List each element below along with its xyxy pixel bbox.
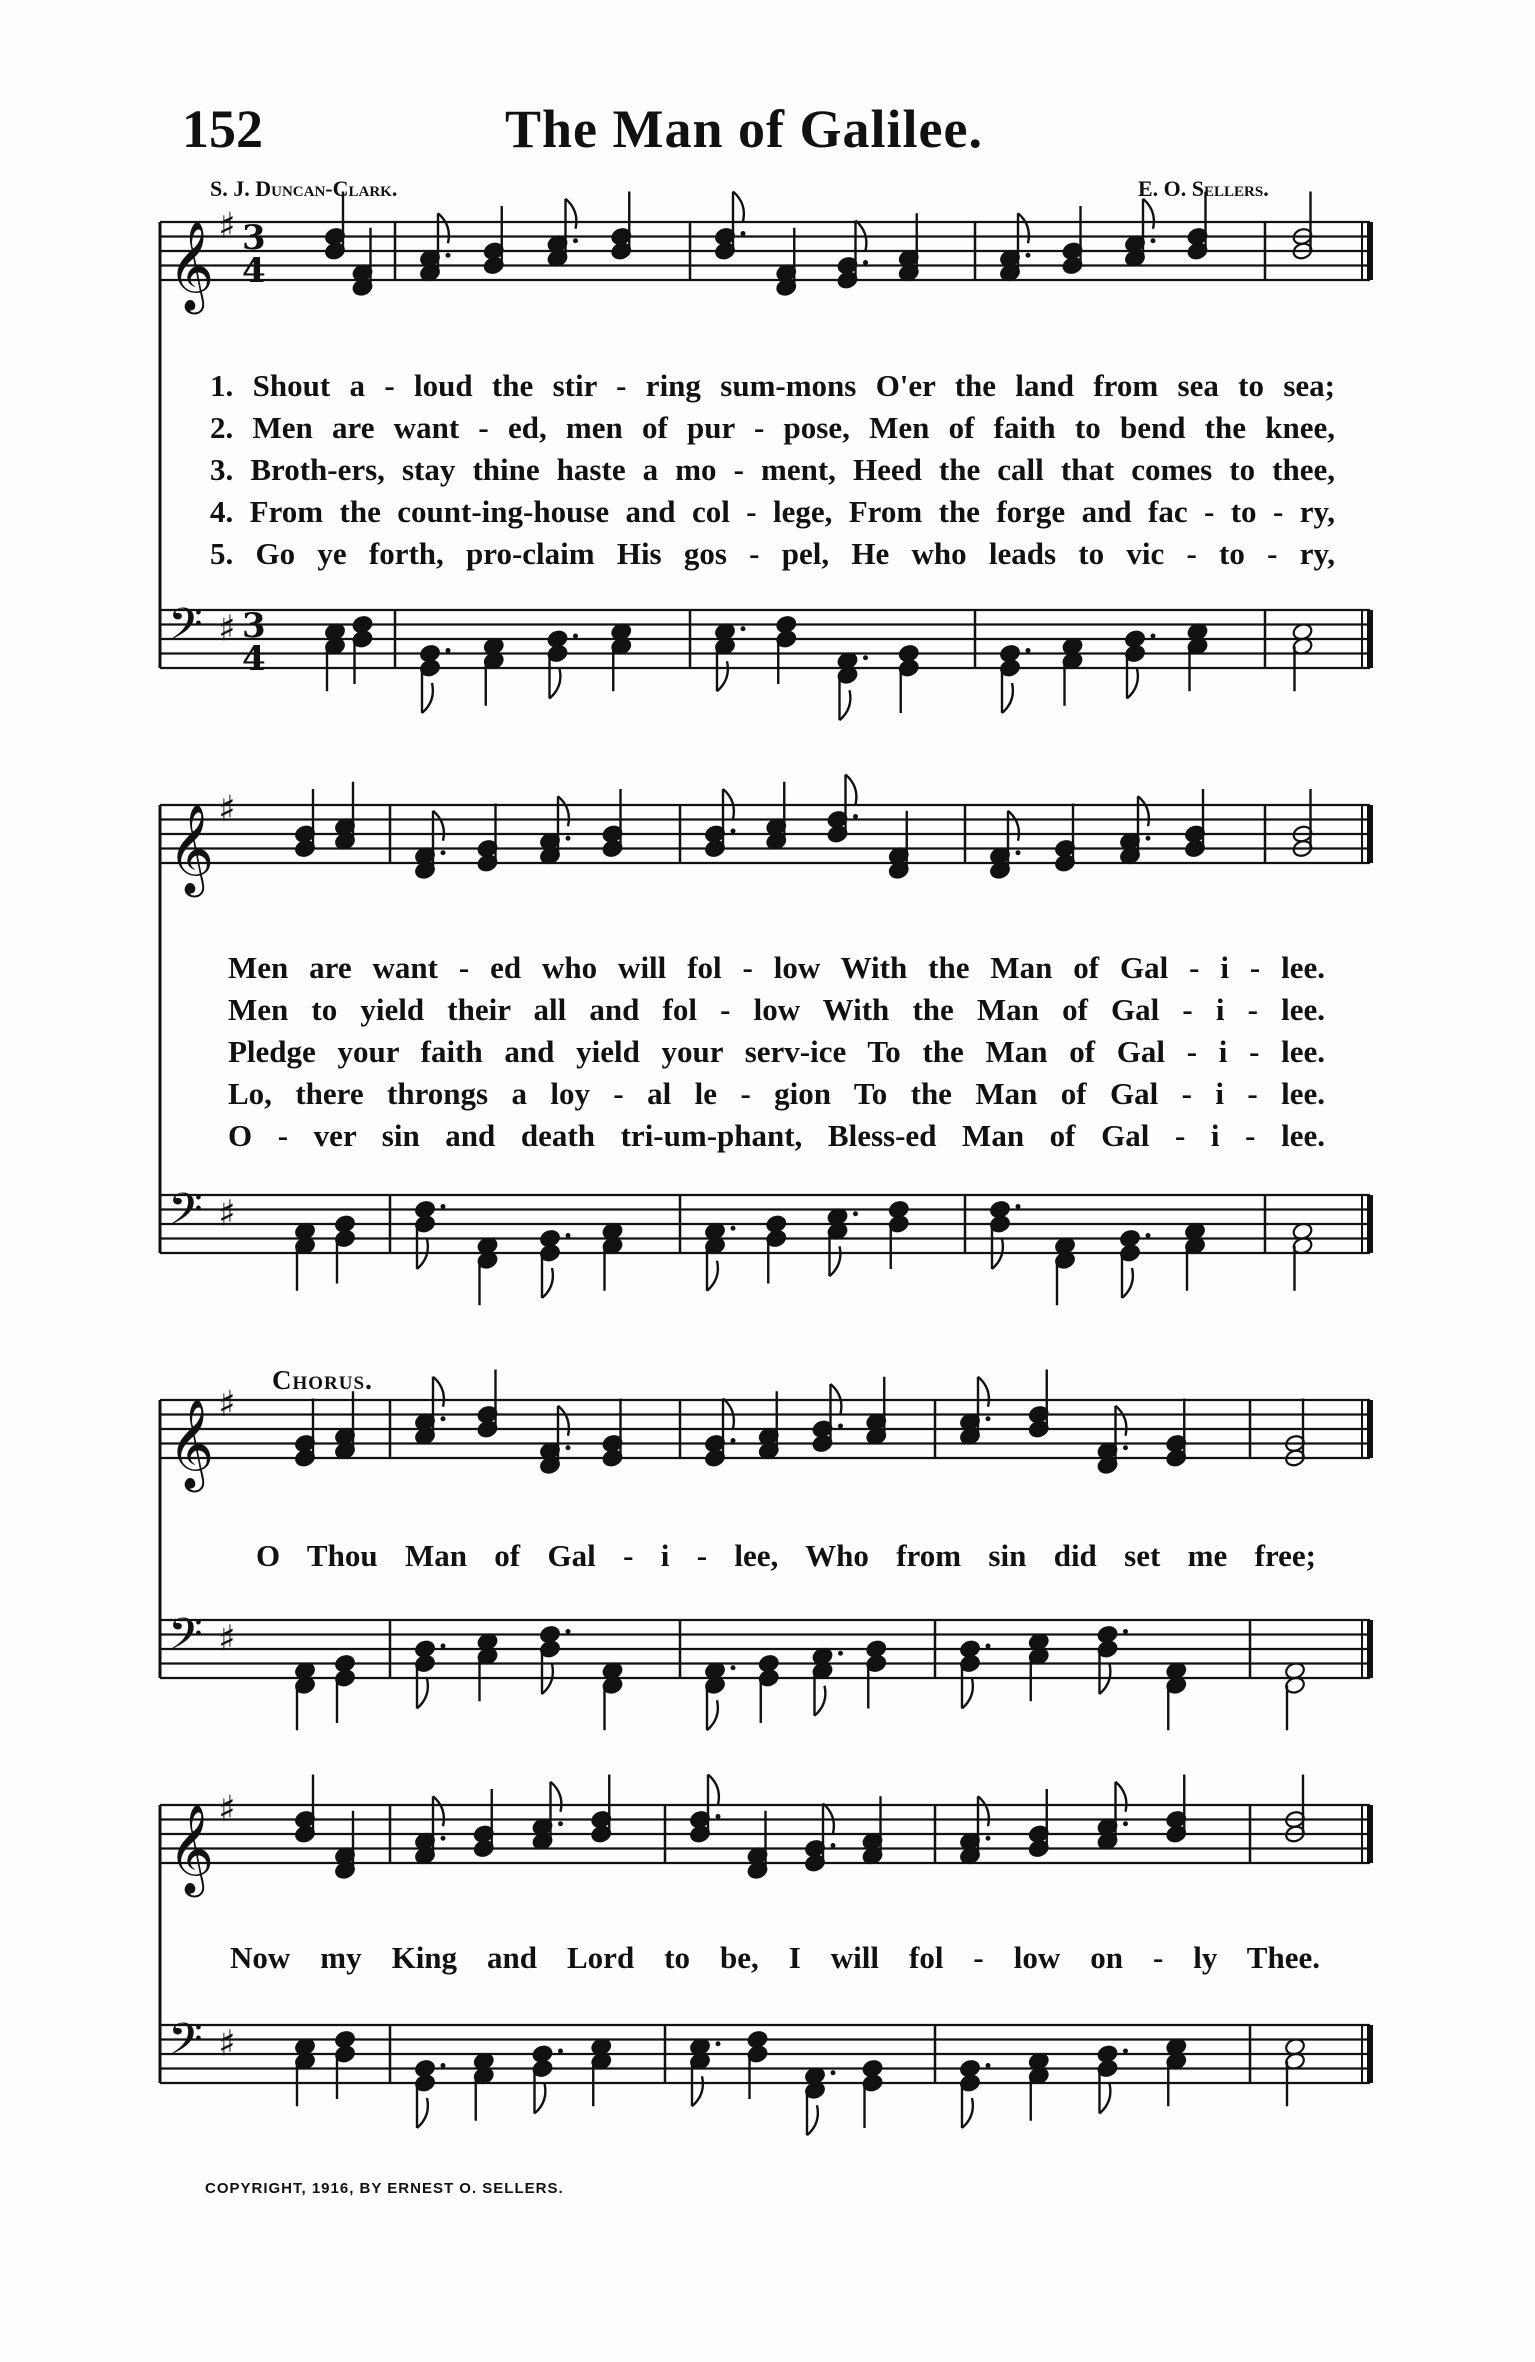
dot	[853, 1211, 858, 1216]
note-flag	[438, 213, 449, 243]
dot	[1026, 648, 1031, 653]
clef-icon: 𝄞	[168, 1399, 215, 1489]
time-signature-bottom: 4	[242, 251, 266, 291]
hymn-number: 152	[182, 99, 263, 159]
verse-4: 4. From the count-ing-house and col - lege, From the forge and fac - to - ry,	[210, 494, 1335, 529]
note-flag	[566, 199, 577, 229]
note-flag	[542, 1268, 553, 1298]
clef-icon: 𝄢	[168, 1608, 203, 1671]
note-flag	[433, 811, 444, 841]
dot	[1151, 634, 1156, 639]
dot	[741, 231, 746, 236]
note-flag	[433, 1377, 444, 1407]
verse-5: 5. Go ye forth, pro-claim His gos - pel, He who leads to vic - to - ry,	[210, 536, 1335, 571]
dot	[731, 1665, 736, 1670]
time-signature-bottom: 4	[242, 639, 266, 679]
note-flag	[978, 1377, 989, 1407]
note-flag	[1008, 811, 1019, 841]
note-flag	[815, 1686, 826, 1716]
dot	[441, 1644, 446, 1649]
dot	[731, 1438, 736, 1443]
note-flag	[1018, 213, 1029, 243]
note-flag	[707, 1700, 718, 1730]
dot	[441, 2063, 446, 2068]
verse-1: 1. Shout a - loud the stir - ring sum-mons O'er the land from sea to sea;	[210, 368, 1335, 403]
key-sharp-icon: ♯	[218, 1618, 236, 1660]
note-flag	[962, 2098, 973, 2128]
dot	[441, 850, 446, 855]
refrain-line-3: Pledge your faith and yield your serv-ice To the Man of Gal - i - lee.	[228, 1034, 1325, 1069]
chorus-line-2: Now my King and Lord to be, I will fol - low on - ly Thee.	[230, 1940, 1320, 1975]
chorus-heading: Chorus.	[272, 1365, 373, 1395]
note-flag	[1002, 683, 1013, 713]
note-flag	[422, 683, 433, 713]
note-flag	[807, 2105, 818, 2135]
note-flag	[708, 1775, 719, 1805]
dot	[446, 648, 451, 653]
words-credit: S. J. Duncan-Clark.	[210, 176, 398, 201]
dot	[573, 634, 578, 639]
note-flag	[551, 1782, 562, 1812]
dot	[741, 626, 746, 631]
dot	[1146, 836, 1151, 841]
hymn-title: The Man of Galilee.	[505, 99, 983, 159]
key-sharp-icon: ♯	[218, 608, 236, 650]
dot	[1123, 1629, 1128, 1634]
time-signature-top: 3	[242, 218, 266, 258]
verse-2: 2. Men are want - ed, men of pur - pose, Men of faith to bend the knee,	[210, 410, 1335, 445]
note-flag	[733, 192, 744, 222]
dot	[853, 814, 858, 819]
verse-3: 3. Broth-ers, stay thine haste a mo - ment, Heed the call that comes to thee,	[210, 452, 1335, 487]
dot	[566, 1233, 571, 1238]
dot	[863, 260, 868, 265]
note-flag	[1100, 2084, 1111, 2114]
music-credit: E. O. Sellers.	[1138, 176, 1269, 201]
dot	[566, 836, 571, 841]
chorus-line-1: O Thou Man of Gal - i - lee, Who from sin did set me free;	[256, 1538, 1316, 1573]
dot	[1151, 238, 1156, 243]
dot	[838, 1651, 843, 1656]
dot	[441, 1836, 446, 1841]
dot	[1123, 2049, 1128, 2054]
clef-icon: 𝄞	[168, 221, 215, 311]
dot	[558, 1821, 563, 1826]
note-flag	[433, 1796, 444, 1826]
dot	[441, 1204, 446, 1209]
dot	[446, 253, 451, 258]
dot	[986, 1416, 991, 1421]
dot	[566, 1445, 571, 1450]
clef-icon: 𝄞	[168, 804, 215, 894]
dot	[441, 1416, 446, 1421]
dot	[558, 2049, 563, 2054]
clef-icon: 𝄞	[168, 1804, 215, 1894]
note-flag	[417, 1679, 428, 1709]
dot	[1016, 850, 1021, 855]
dot	[573, 238, 578, 243]
dot	[1016, 1204, 1021, 1209]
copyright-notice: COPYRIGHT, 1916, BY ERNEST O. SELLERS.	[205, 2180, 564, 2197]
dot	[731, 829, 736, 834]
note-flag	[417, 2098, 428, 2128]
note-flag	[1116, 1782, 1127, 1812]
dot	[986, 1836, 991, 1841]
clef-icon: 𝄢	[168, 2013, 203, 2076]
dot	[831, 2070, 836, 2075]
note-flag	[1122, 1268, 1133, 1298]
refrain-line-2: Men to yield their all and fol - low With the Man of Gal - i - lee.	[228, 992, 1325, 1027]
refrain-line-5: O - ver sin and death tri-um-phant, Bless-ed Man of Gal - i - lee.	[228, 1118, 1325, 1153]
dot	[716, 2041, 721, 2046]
dot	[716, 1814, 721, 1819]
dot	[566, 1629, 571, 1634]
dot	[1123, 1821, 1128, 1826]
clef-icon: 𝄢	[168, 1183, 203, 1246]
dot	[1146, 1233, 1151, 1238]
refrain-line-1: Men are want - ed who will fol - low With the Man of Gal - i - lee.	[228, 950, 1325, 985]
dot	[863, 655, 868, 660]
dot	[986, 2063, 991, 2068]
refrain-line-4: Lo, there throngs a loy - al le - gion To the Man of Gal - i - lee.	[228, 1076, 1325, 1111]
dot	[731, 1226, 736, 1231]
dot	[838, 1424, 843, 1429]
note-flag	[962, 1679, 973, 1709]
dot	[831, 1843, 836, 1848]
note-flag	[558, 796, 569, 826]
note-flag	[1127, 669, 1138, 699]
key-sharp-icon: ♯	[218, 1193, 236, 1235]
note-flag	[1116, 1406, 1127, 1436]
note-flag	[692, 2076, 703, 2106]
note-flag	[830, 1246, 841, 1276]
dot	[1123, 1445, 1128, 1450]
note-flag	[840, 690, 851, 720]
note-flag	[558, 1406, 569, 1436]
note-flag	[846, 775, 857, 805]
key-sharp-icon: ♯	[218, 206, 236, 247]
note-flag	[1138, 796, 1149, 826]
dot	[1026, 253, 1031, 258]
note-flag	[978, 1796, 989, 1826]
key-sharp-icon: ♯	[218, 1384, 236, 1425]
key-sharp-icon: ♯	[218, 2023, 236, 2065]
note-flag	[550, 669, 561, 699]
time-signature-top: 3	[242, 606, 266, 646]
key-sharp-icon: ♯	[218, 1789, 236, 1830]
dot	[986, 1644, 991, 1649]
note-flag	[535, 2084, 546, 2114]
note-flag	[707, 1261, 718, 1291]
key-sharp-icon: ♯	[218, 789, 236, 830]
clef-icon: 𝄢	[168, 598, 203, 661]
note-flag	[717, 661, 728, 691]
note-flag	[1143, 199, 1154, 229]
